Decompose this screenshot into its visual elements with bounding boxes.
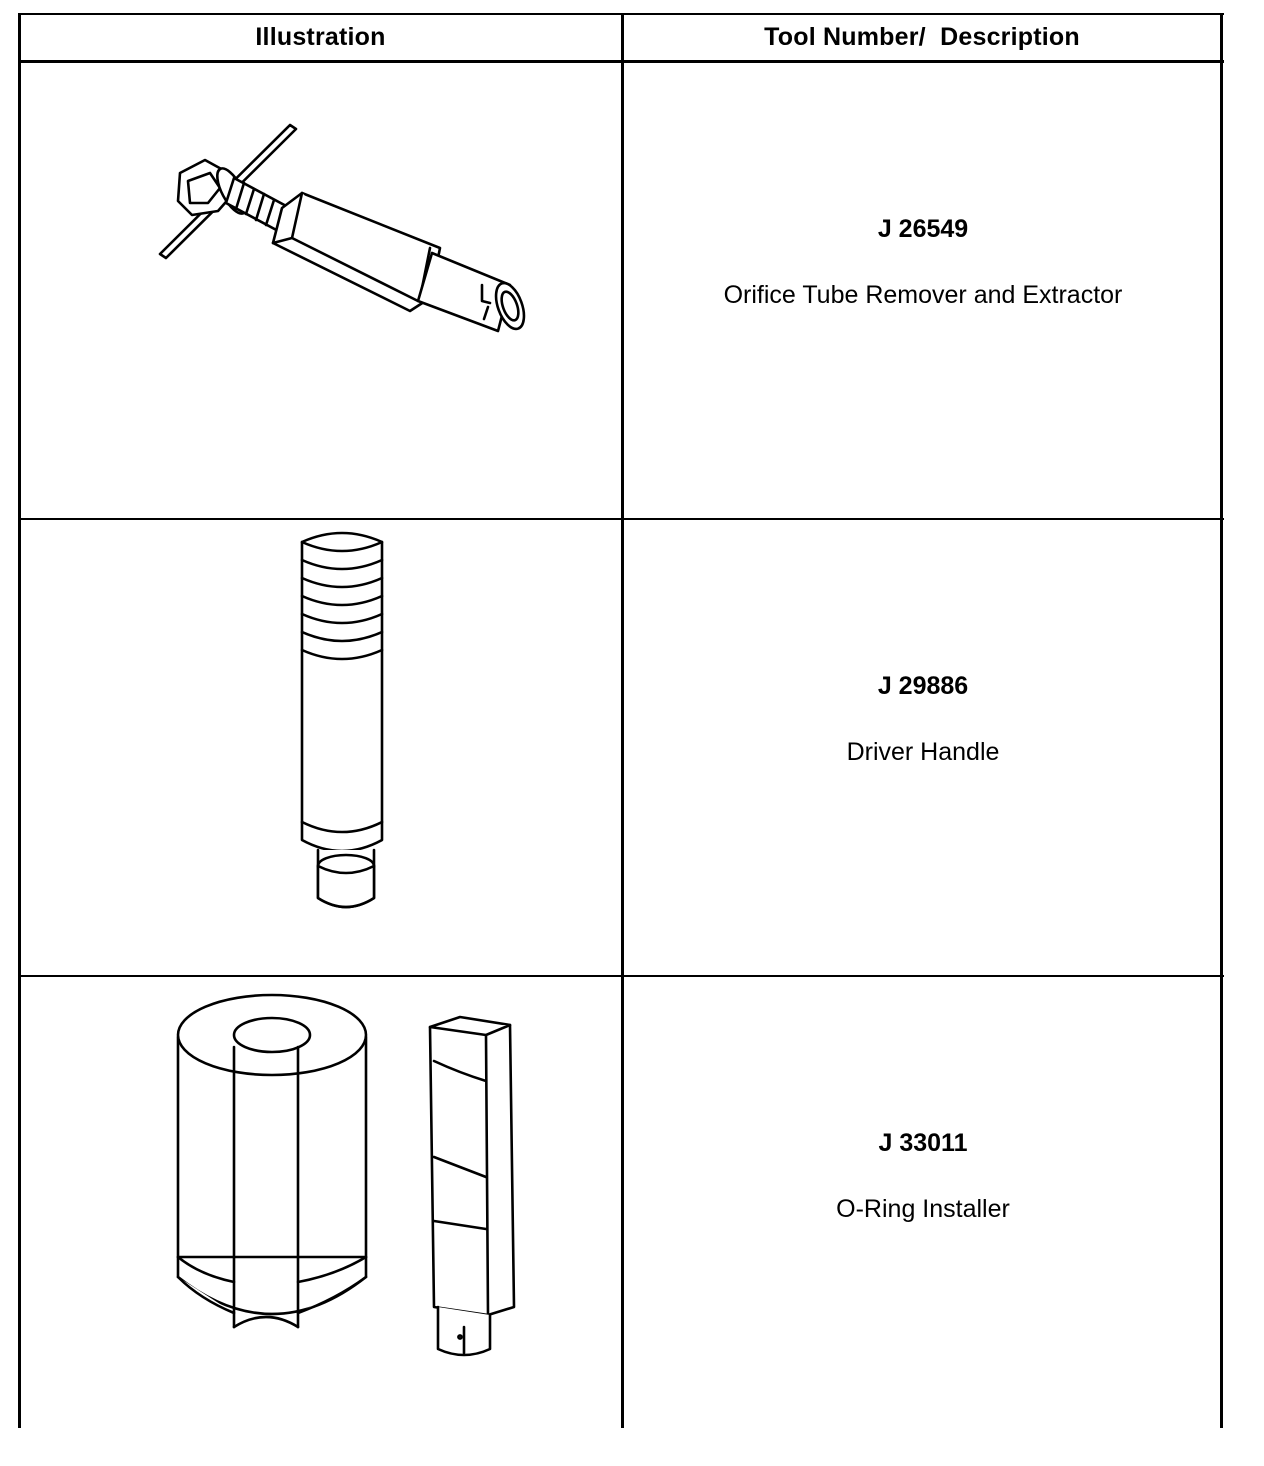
driver-handle-illustration [20,520,622,975]
header-illustration: Illustration [255,22,386,51]
tool-description: O-Ring Installer [836,1195,1010,1223]
table-row [20,977,622,1428]
o-ring-installer-illustration [20,977,622,1428]
tool-description: Orifice Tube Remover and Extractor [723,281,1123,309]
table-row [20,63,622,518]
tool-number: J 33011 [878,1129,968,1157]
tool-description: Driver Handle [846,738,1000,766]
table-row [624,672,1222,767]
tool-number: J 26549 [877,215,969,243]
tool-number: J 29886 [877,672,969,700]
table-row [624,215,1222,310]
table-row [624,1129,1222,1224]
table-row [20,520,622,975]
header-tool-number-description: Tool Number/ Description [764,22,1080,51]
orifice-tube-remover-illustration [20,63,622,518]
